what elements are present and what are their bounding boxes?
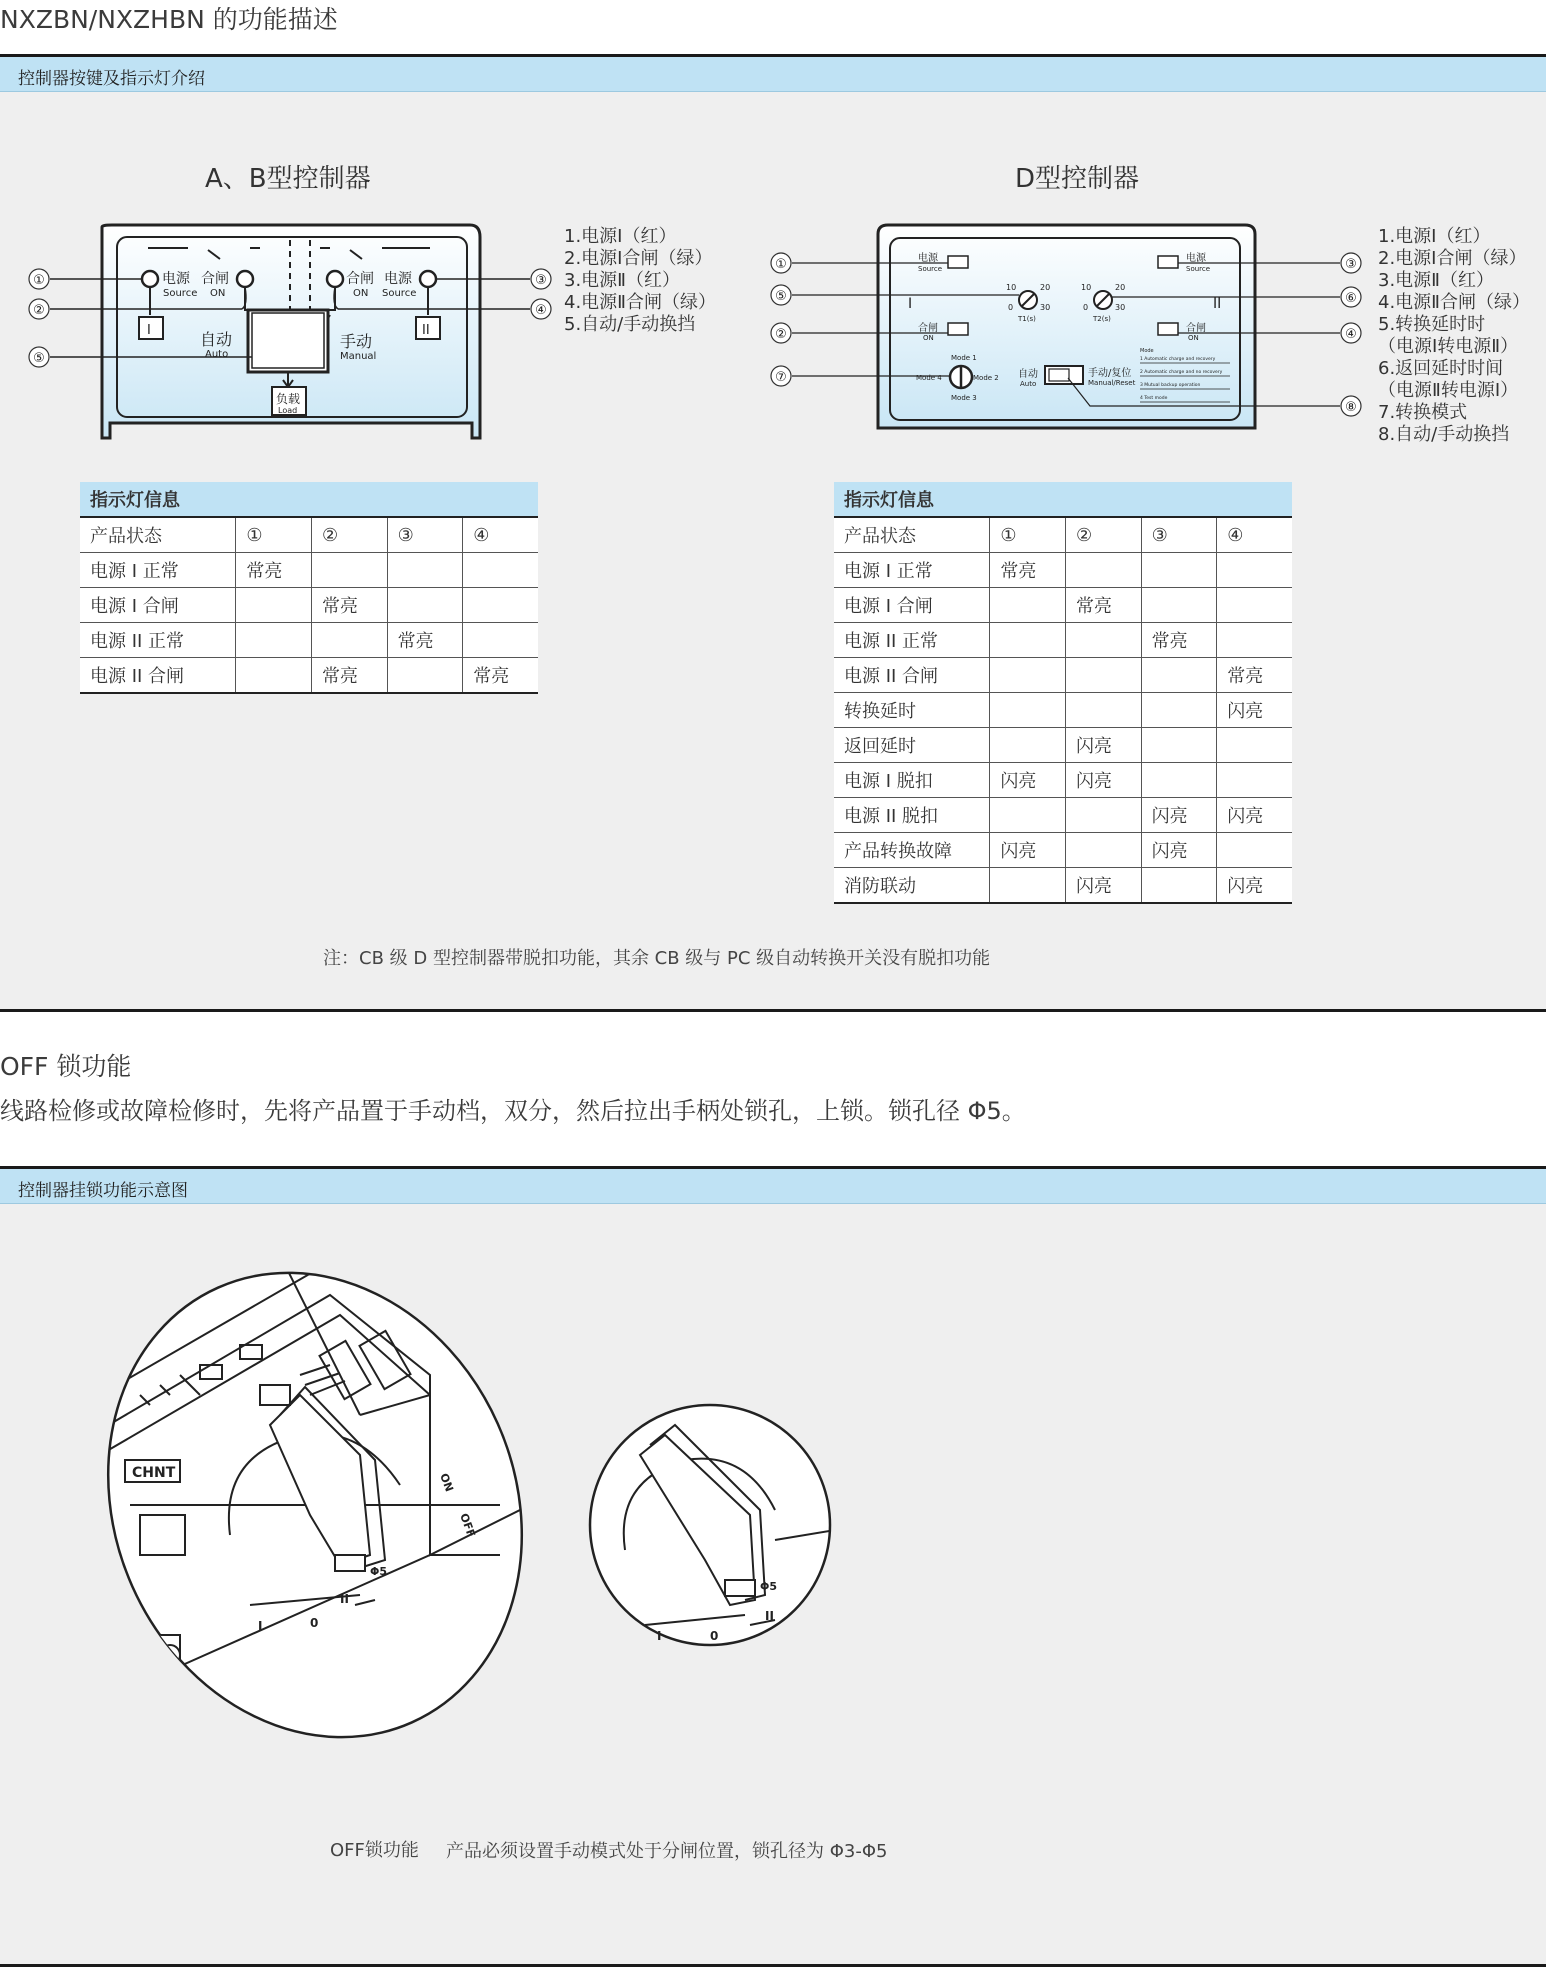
d-mode1-label: Mode 1 [951,354,977,362]
table-indicator-cell [387,553,463,588]
table-row [80,623,538,658]
section1-band-label: 控制器按键及指示灯介绍 [18,69,205,89]
ab-callout-5: ⑤ [33,351,45,366]
table-row [834,693,1292,728]
d-callout-5: ⑤ [775,289,787,304]
table-indicator-cell [990,868,1066,904]
d-callout-8: ⑧ [1345,400,1357,415]
d-lamp-2 [948,323,968,335]
d-mode-list-title: Mode [1140,348,1154,354]
table-row [80,588,538,623]
d-mode-list-item: 2 Automatic charge and no recovery [1140,370,1223,375]
d-callout-4: ④ [1345,327,1357,342]
d-mode2-label: Mode 2 [973,374,999,382]
table-indicator-cell: ③ [387,517,463,553]
d-indicator-table [834,482,1292,904]
table-indicator-cell [990,798,1066,833]
ab-table-caption: 指示灯信息 [80,482,538,517]
ab-load-en: Load [278,406,298,415]
table-status-cell: 产品状态 [834,517,990,553]
ab-manual-en: Manual [340,351,377,362]
page-title: NXZBN/NXZHBN 的功能描述 [0,5,338,34]
d-legend: 1.电源Ⅰ（红） 2.电源Ⅰ合闸（绿） 3.电源Ⅱ（红） 4.电源Ⅱ合闸（绿） 5.转换延时时 （电源Ⅰ转电源Ⅱ） 6.返回延时时间 （电源Ⅱ转电源Ⅰ） 7.转换模式 8.自动/手动换挡 [1378,226,1531,445]
d-dial-30-b: 30 [1115,303,1126,312]
ab-source-label-2: 电源 [384,271,412,287]
table-indicator-cell [1065,833,1141,868]
ab-on-label-2: 合闸 [346,271,374,287]
table-indicator-cell: 常亮 [990,553,1066,588]
d-dial-10: 10 [1006,283,1017,292]
table-row [834,868,1292,904]
d-dial-0: 0 [1008,303,1014,312]
table-status-cell: 电源 II 正常 [834,623,990,658]
table-indicator-cell: 常亮 [463,658,538,694]
large-label-ii: II [340,1592,349,1606]
table-indicator-cell [1141,658,1217,693]
table-indicator-cell [1141,728,1217,763]
table-indicator-cell [1141,693,1217,728]
ab-auto-label: 自动 [200,330,233,349]
d-auto-en: Auto [1020,380,1037,388]
d-source-en: Source [918,265,943,273]
ab-callout-2: ② [33,303,45,318]
d-lamp-1 [948,256,968,268]
section2-band-label: 控制器挂锁功能示意图 [18,1181,188,1201]
ab-source-en: Source [163,288,198,299]
table-indicator-cell [1141,868,1217,904]
table-indicator-cell [1217,728,1292,763]
table-indicator-cell: 常亮 [1065,588,1141,623]
table-indicator-cell: ① [236,517,312,553]
ab-controller-diagram [20,215,560,450]
table-indicator-cell: 常亮 [387,623,463,658]
d-lamp-4 [1158,323,1178,335]
d-mode-list-item: 3 Mutual backup operation [1140,383,1201,388]
d-dial-0-b: 0 [1083,303,1089,312]
table-indicator-cell: ② [1065,517,1141,553]
table-indicator-cell: 闪亮 [1141,833,1217,868]
small-label-phi5: Φ5 [760,1580,778,1593]
table-indicator-cell [463,623,538,658]
table-status-cell: 电源 II 合闸 [80,658,236,694]
table-header-row [834,517,1292,553]
table-status-cell: 产品转换故障 [834,833,990,868]
d-mode-list-item: 4 Test mode [1140,396,1168,401]
table-indicator-cell: ② [311,517,387,553]
table-status-cell: 电源 I 合闸 [834,588,990,623]
table-indicator-cell [236,658,312,694]
ab-on-en-2: ON [353,288,369,299]
d-mode4-label: Mode 4 [916,374,942,382]
table-indicator-cell [1065,553,1141,588]
table-indicator-cell: 闪亮 [1065,763,1141,798]
ab-load-label: 负载 [276,392,301,406]
ab-source-en-2: Source [382,288,417,299]
section2-band [0,1169,1546,1204]
table-indicator-cell [1217,763,1292,798]
table-indicator-cell: 常亮 [1217,658,1292,693]
d-roman-1: I [908,296,913,312]
lock-detail-small [585,1400,835,1650]
ab-legend: 1.电源Ⅰ（红） 2.电源Ⅰ合闸（绿） 3.电源Ⅱ（红） 4.电源Ⅱ合闸（绿） 5.自动/手动换挡 [564,226,717,335]
ab-button-2-label: II [422,323,430,338]
table-indicator-cell: ④ [463,517,538,553]
table-indicator-cell [1217,833,1292,868]
table-indicator-cell [311,553,387,588]
table-indicator-cell [990,728,1066,763]
ab-button-1-label: I [147,323,151,338]
ab-controller-title: A、B型控制器 [205,164,371,194]
table-indicator-cell [1217,553,1292,588]
table-indicator-cell: ① [990,517,1066,553]
section1-bottom-rule [0,1009,1546,1012]
table-indicator-cell [387,658,463,694]
controller-note: 注：CB 级 D 型控制器带脱扣功能，其余 CB 级与 PC 级自动转换开关没有脱扣功能 [323,948,991,969]
table-status-cell: 电源 I 脱扣 [834,763,990,798]
table-row [834,623,1292,658]
d-manual-en: Manual/Reset [1088,379,1136,387]
ab-source-label: 电源 [162,271,190,287]
large-label-i: I [258,1619,263,1633]
ab-lamp-1 [142,271,158,287]
table-status-cell: 电源 II 合闸 [834,658,990,693]
table-indicator-cell [1217,623,1292,658]
d-auto-label: 自动 [1018,369,1038,380]
d-callout-1: ① [775,257,787,272]
d-on-en: ON [923,334,934,342]
table-status-cell: 电源 II 脱扣 [834,798,990,833]
table-indicator-cell [990,623,1066,658]
table-status-cell: 转换延时 [834,693,990,728]
ab-lamp-2 [237,271,253,287]
small-label-i: I [657,1629,662,1643]
brand-logo: CHNT [132,1465,176,1481]
table-indicator-cell [990,658,1066,693]
table-indicator-cell: 闪亮 [1065,728,1141,763]
table-row [834,833,1292,868]
d-mode3-label: Mode 3 [951,394,977,402]
table-indicator-cell: 闪亮 [1217,693,1292,728]
ab-callout-3: ③ [535,273,547,288]
ab-lamp-4 [327,271,343,287]
section2-bottom-rule [0,1964,1546,1967]
off-lock-heading: OFF 锁功能 [0,1052,132,1081]
table-indicator-cell: ③ [1141,517,1217,553]
table-indicator-cell: 闪亮 [1141,798,1217,833]
table-header-row [80,517,538,553]
table-row [834,763,1292,798]
d-controller-diagram [768,218,1368,433]
table-indicator-cell [1065,658,1141,693]
table-indicator-cell: 常亮 [236,553,312,588]
table-indicator-cell: 常亮 [311,588,387,623]
d-callout-3: ③ [1345,257,1357,272]
table-status-cell: 返回延时 [834,728,990,763]
large-label-0: 0 [310,1616,319,1630]
d-table-caption: 指示灯信息 [834,482,1292,517]
table-indicator-cell [463,553,538,588]
d-on-label-2: 合闸 [1186,323,1206,334]
table-row [834,658,1292,693]
table-indicator-cell [463,588,538,623]
ab-callout-4: ④ [535,303,547,318]
section1-band [0,57,1546,92]
ab-indicator-table [80,482,538,694]
lock-caption-label: OFF锁功能 [330,1840,419,1861]
table-indicator-cell [236,623,312,658]
d-dial-20: 20 [1040,283,1051,292]
table-indicator-cell: 闪亮 [990,763,1066,798]
d-mode-list-item: 1 Automatic charge and recovery [1140,357,1216,362]
lock-detail-large [100,1255,530,1755]
table-status-cell: 产品状态 [80,517,236,553]
table-status-cell: 消防联动 [834,868,990,904]
table-indicator-cell: ④ [1217,517,1292,553]
small-label-ii: II [765,1609,774,1623]
small-label-0: 0 [710,1629,719,1643]
d-source-label: 电源 [918,253,938,264]
ab-on-en: ON [210,288,226,299]
ab-lamp-3 [420,271,436,287]
table-indicator-cell [1217,588,1292,623]
large-label-off: OFF [457,1511,478,1539]
table-indicator-cell [990,588,1066,623]
large-label-on: ON [437,1471,456,1494]
table-status-cell: 电源 I 正常 [80,553,236,588]
table-indicator-cell: 常亮 [311,658,387,694]
table-row [834,553,1292,588]
large-label-phi5: Φ5 [370,1565,388,1578]
table-status-cell: 电源 I 合闸 [80,588,236,623]
d-callout-7: ⑦ [775,370,787,385]
d-dial-20-b: 20 [1115,283,1126,292]
table-row [834,588,1292,623]
d-t2-label: T2(s) [1093,315,1111,323]
d-callout-6: ⑥ [1345,291,1357,306]
d-dial-10-b: 10 [1081,283,1092,292]
table-indicator-cell [1141,588,1217,623]
table-row [834,728,1292,763]
d-on-label: 合闸 [918,323,938,334]
table-status-cell: 电源 I 正常 [834,553,990,588]
d-dial-30: 30 [1040,303,1051,312]
ab-manual-label: 手动 [340,332,373,351]
lock-caption-text: 产品必须设置手动模式处于分闸位置，锁孔径为 Φ3-Φ5 [446,1841,888,1862]
d-controller-title: D型控制器 [1015,164,1140,194]
d-manual-label: 手动/复位 [1088,368,1132,379]
table-indicator-cell [1065,693,1141,728]
ab-button-1[interactable] [139,317,163,339]
table-row [834,798,1292,833]
ab-callout-1: ① [33,273,45,288]
d-t1-label: T1(s) [1018,315,1036,323]
d-source-en-2: Source [1186,265,1211,273]
table-indicator-cell: 常亮 [1141,623,1217,658]
d-on-en-2: ON [1188,334,1199,342]
d-lamp-3 [1158,256,1178,268]
d-callout-2: ② [775,327,787,342]
ab-on-label: 合闸 [201,271,229,287]
table-indicator-cell [1141,763,1217,798]
table-row [80,658,538,694]
table-indicator-cell [387,588,463,623]
table-indicator-cell [1065,798,1141,833]
table-indicator-cell: 闪亮 [1217,868,1292,904]
table-status-cell: 电源 II 正常 [80,623,236,658]
ab-auto-en: Auto [205,349,229,360]
table-indicator-cell [311,623,387,658]
table-indicator-cell: 闪亮 [990,833,1066,868]
table-indicator-cell [990,693,1066,728]
table-indicator-cell: 闪亮 [1217,798,1292,833]
d-source-label-2: 电源 [1186,253,1206,264]
off-lock-text: 线路检修或故障检修时，先将产品置于手动档，双分，然后拉出手柄处锁孔，上锁。锁孔径 Φ5。 [0,1097,1026,1125]
table-indicator-cell [1065,623,1141,658]
d-roman-2: II [1213,296,1222,312]
table-indicator-cell [1141,553,1217,588]
table-indicator-cell [236,588,312,623]
table-indicator-cell: 闪亮 [1065,868,1141,904]
table-row [80,553,538,588]
